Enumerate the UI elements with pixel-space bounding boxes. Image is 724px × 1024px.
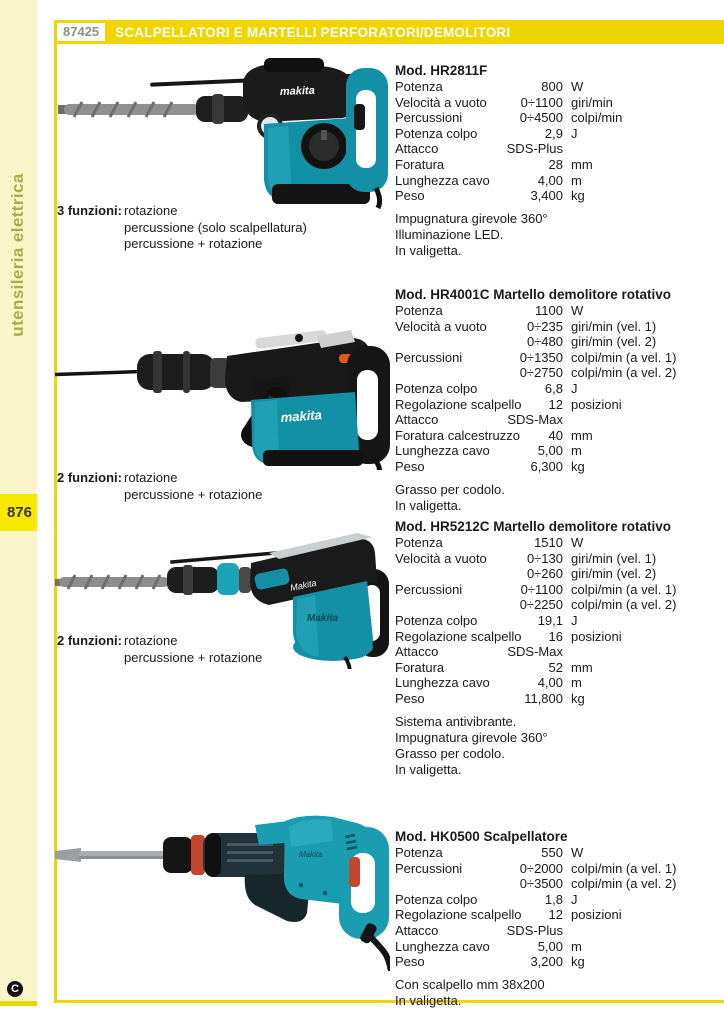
spec-unit: kg [571, 954, 585, 970]
note-line: Illuminazione LED. [395, 226, 504, 242]
spec-value: SDS-Max [507, 412, 563, 428]
spec-value: 1510 [534, 535, 563, 550]
brand-logo-text: Makita [307, 613, 339, 624]
spec-value: 6,300 [530, 458, 563, 474]
spec-value: SDS-Max [507, 644, 563, 660]
spec-row [395, 939, 724, 955]
spec-value: 0÷3500 [519, 876, 563, 892]
spec-value: 52 [548, 659, 563, 675]
spec-unit: kg [571, 458, 585, 474]
spec-unit: m [571, 675, 582, 691]
spec-value: 550 [541, 845, 563, 860]
function-line: percussione + rotazione [124, 649, 263, 665]
spec-label: Regolazione scalpello [395, 396, 522, 412]
spec-value: 4,00 [537, 675, 563, 691]
spec-label: Potenza colpo [395, 891, 478, 907]
spec-label: Foratura [395, 659, 445, 675]
page-title: SCALPELLATORI E MARTELLI PERFORATORI/DEMOLITORI [115, 24, 511, 40]
spec-label: Lunghezza cavo [395, 443, 490, 459]
spec-value: 0÷2750 [519, 365, 563, 381]
spec-unit: colpi/min (a vel. 2) [571, 365, 677, 381]
brand-logo-text: makita [279, 84, 315, 98]
product-model: Mod. HK0500 Scalpellatore [395, 829, 568, 844]
product-photo-chipping-hammer [55, 793, 390, 971]
spec-unit: m [571, 172, 582, 188]
note-line: In valigetta. [395, 992, 462, 1008]
spec-value: 3,200 [530, 954, 563, 970]
spec-label: Potenza colpo [395, 125, 478, 141]
spec-value: 28 [548, 156, 563, 172]
section-code: 87425 [57, 23, 105, 41]
note-line: In valigetta. [395, 497, 462, 513]
spec-label: Lunghezza cavo [395, 938, 490, 954]
spec-label: Lunghezza cavo [395, 172, 490, 188]
spec-value: 800 [541, 79, 563, 94]
spec-unit: W [571, 535, 584, 550]
spec-label: Regolazione scalpello [395, 628, 522, 644]
spec-unit: mm [571, 659, 593, 675]
spec-label: Potenza [395, 303, 443, 318]
spec-unit: colpi/min (a vel. 2) [571, 597, 677, 613]
spec-value: 16 [548, 628, 563, 644]
note-line: In valigetta. [395, 761, 462, 777]
spec-row [395, 845, 724, 861]
note-line: Con scalpello mm 38x200 [395, 976, 545, 992]
spec-unit: W [571, 303, 584, 318]
note-line: Grasso per codolo. [395, 481, 505, 497]
spec-unit: colpi/min (a vel. 1) [571, 581, 677, 597]
note-line: Grasso per codolo. [395, 745, 505, 761]
spec-unit: posizioni [571, 628, 622, 644]
spec-value: 4,00 [537, 172, 563, 188]
function-line: rotazione [124, 470, 178, 485]
function-line: percussione (solo scalpellatura) [124, 219, 307, 235]
spec-value: 0÷130 [526, 550, 563, 566]
spec-value: 0÷480 [526, 334, 563, 350]
spec-value: 11,800 [524, 690, 563, 706]
spec-label: Velocità a vuoto [395, 550, 487, 566]
spec-row [395, 892, 724, 908]
spec-block [395, 828, 724, 1009]
note-line: Impugnatura girevole 360° [395, 729, 548, 745]
publisher-logo-icon: C [7, 981, 23, 997]
spec-value: 0÷235 [526, 318, 563, 334]
spec-value: 0÷1100 [520, 581, 563, 597]
spec-value: 19,1 [537, 612, 563, 628]
functions-label: 3 funzioni: [57, 203, 122, 218]
spec-value: 5,00 [537, 443, 563, 459]
spec-label: Attacco [395, 141, 439, 157]
functions-label: 2 funzioni: [57, 633, 122, 648]
spec-unit: posizioni [571, 396, 622, 412]
spec-label: Potenza colpo [395, 612, 478, 628]
brand-logo-text: makita [280, 407, 323, 425]
spec-unit: giri/min (vel. 1) [571, 550, 657, 566]
spec-unit: colpi/min [571, 110, 623, 126]
spec-label: Peso [395, 954, 425, 970]
spec-unit: colpi/min (a vel. 1) [571, 349, 677, 365]
spec-label: Percussioni [395, 110, 463, 126]
spec-label: Foratura calcestruzzo [395, 427, 520, 443]
function-line: percussione + rotazione [124, 486, 263, 502]
spec-label: Percussioni [395, 860, 463, 876]
spec-value: SDS-Plus [506, 922, 563, 938]
spec-label: Percussioni [395, 581, 463, 597]
spec-value: 2,9 [544, 125, 563, 141]
spec-unit: mm [571, 427, 593, 443]
spec-label: Velocità a vuoto [395, 318, 487, 334]
spec-unit: J [571, 380, 578, 396]
spec-value: 12 [548, 396, 563, 412]
spec-label: Velocità a vuoto [395, 94, 487, 110]
product-model: Mod. HR4001C Martello demolitore rotativo [395, 287, 672, 302]
page-number-badge: 876 [0, 494, 37, 531]
spec-label: Foratura [395, 156, 445, 172]
function-line: rotazione [124, 203, 178, 218]
spec-value: SDS-Plus [506, 141, 563, 157]
spec-value: 0÷4500 [519, 110, 563, 126]
spec-label: Potenza [395, 845, 443, 860]
spec-unit: mm [571, 156, 593, 172]
spec-value: 1100 [535, 303, 563, 318]
function-line: percussione + rotazione [124, 236, 263, 251]
spec-table [395, 845, 724, 970]
spec-unit: m [571, 938, 582, 954]
spec-unit: kg [571, 188, 585, 204]
spec-label: Lunghezza cavo [395, 675, 490, 691]
spec-unit: W [571, 845, 584, 860]
function-line: rotazione [124, 633, 178, 648]
spec-label: Peso [395, 458, 425, 474]
spec-unit: m [571, 443, 582, 459]
spec-row [395, 954, 724, 970]
spec-unit: J [571, 125, 578, 141]
spec-value: 5,00 [537, 938, 563, 954]
product-model: Mod. HR5212C Martello demolitore rotativo [395, 519, 672, 534]
spec-row [395, 861, 724, 877]
spec-label: Peso [395, 690, 425, 706]
spec-unit: giri/min (vel. 2) [571, 566, 657, 582]
spec-label: Attacco [395, 922, 439, 938]
spec-unit: kg [571, 690, 585, 706]
spec-row [395, 907, 724, 923]
spec-unit: colpi/min (a vel. 2) [571, 876, 677, 892]
spec-value: 40 [548, 427, 563, 443]
spec-label: Attacco [395, 412, 439, 428]
sidebar-category-label: utensileria elettrica [8, 173, 27, 337]
note-line: Sistema antivibrante. [395, 713, 517, 729]
spec-unit: colpi/min (a vel. 1) [571, 860, 677, 876]
spec-unit: posizioni [571, 907, 622, 923]
spec-value: 0÷2000 [519, 860, 563, 876]
spec-label: Potenza colpo [395, 380, 478, 396]
spec-unit: J [571, 612, 578, 628]
brand-logo-text: Makita [299, 850, 323, 859]
spec-unit: J [571, 891, 578, 907]
note-line: In valigetta. [395, 242, 462, 258]
spec-value: 0÷260 [526, 566, 563, 582]
spec-row [395, 923, 724, 939]
spec-unit: giri/min (vel. 1) [571, 318, 657, 334]
spec-value: 3,400 [530, 188, 563, 204]
functions-label: 2 funzioni: [57, 470, 122, 485]
spec-label: Potenza [395, 79, 443, 94]
spec-label: Potenza [395, 535, 443, 550]
spec-value: 12 [548, 907, 563, 923]
spec-unit: giri/min [571, 94, 613, 110]
spec-value: 0÷2250 [519, 597, 563, 613]
spec-unit: W [571, 79, 584, 94]
spec-label: Percussioni [395, 349, 463, 365]
spec-label: Regolazione scalpello [395, 907, 522, 923]
spec-value: 1,8 [544, 891, 563, 907]
spec-label: Peso [395, 188, 425, 204]
product-model: Mod. HR2811F [395, 63, 488, 78]
brand-logo-text: Makita [289, 577, 318, 593]
spec-value: 0÷1350 [519, 349, 563, 365]
spec-label: Attacco [395, 644, 439, 660]
note-line: Impugnatura girevole 360° [395, 210, 548, 226]
product-notes [395, 977, 724, 1009]
spec-row [395, 876, 724, 892]
spec-value: 6,8 [544, 380, 563, 396]
spec-value: 0÷1100 [520, 94, 563, 110]
spec-unit: giri/min (vel. 2) [571, 334, 657, 350]
